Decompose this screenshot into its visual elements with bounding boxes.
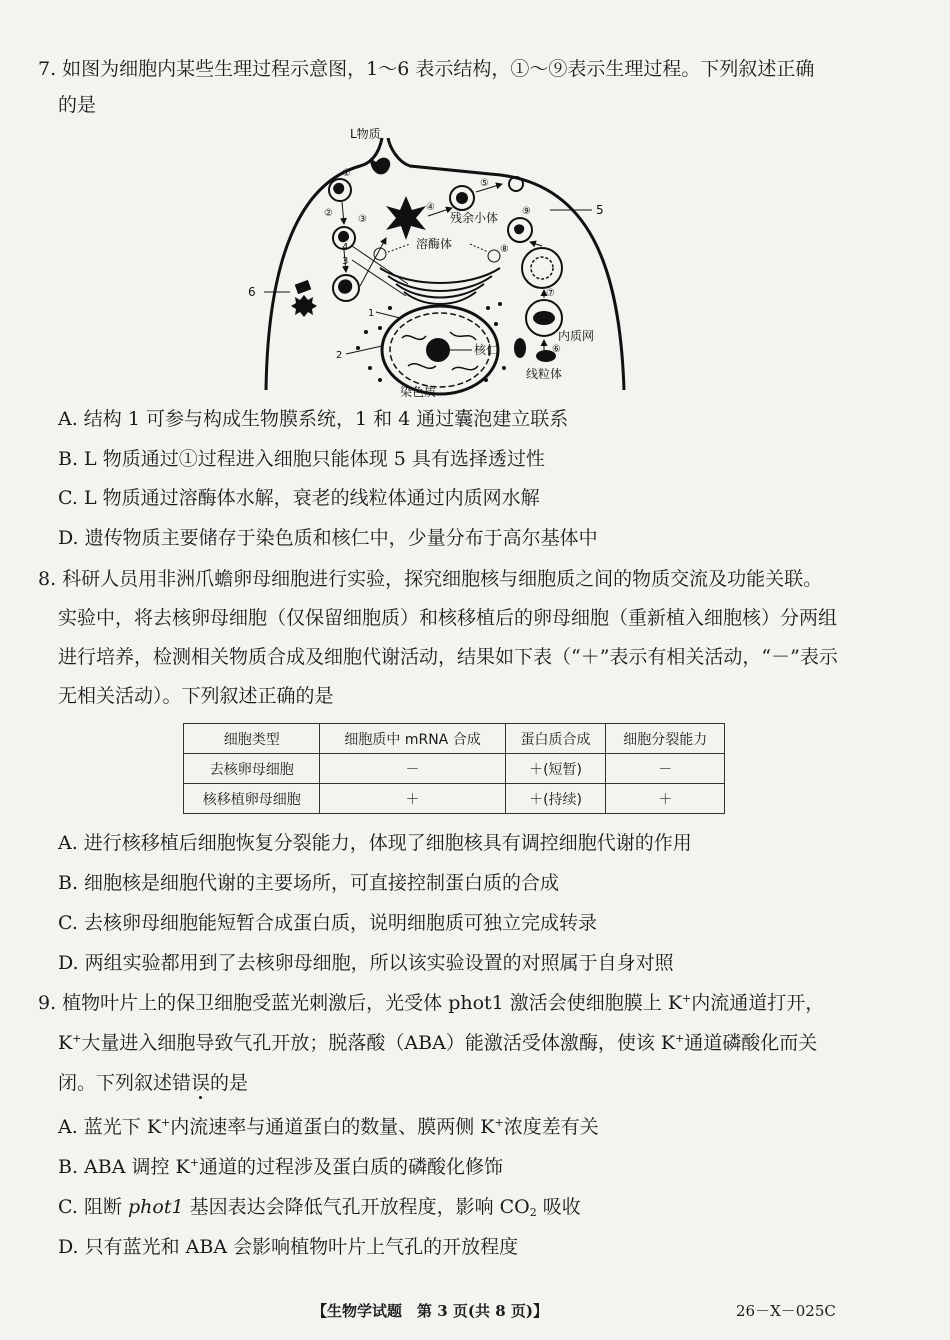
table-cell: ＋ <box>606 784 725 814</box>
table-cell: 核移植卵母细胞 <box>184 784 320 814</box>
q9-option-b[interactable]: B. ABA 调控 K+通道的过程涉及蛋白质的磷酸化修饰 <box>58 1156 503 1178</box>
q8-stem-line4: 无相关活动）。下列叙述正确的是 <box>58 685 334 707</box>
q8-option-a[interactable]: A. 进行核移植后细胞恢复分裂能力，体现了细胞核具有调控细胞代谢的作用 <box>58 832 692 854</box>
label-lysosome: 溶酶体 <box>416 237 453 251</box>
table-header-cell: 蛋白质合成 <box>505 724 606 754</box>
q9-option-d[interactable]: D. 只有蓝光和 ABA 会影响植物叶片上气孔的开放程度 <box>58 1236 519 1258</box>
label-c2: ② <box>324 208 333 219</box>
q8-option-c[interactable]: C. 去核卵母细胞能短暂合成蛋白质，说明细胞质可独立完成转录 <box>58 912 597 934</box>
q7-stem-line1: 7. 如图为细胞内某些生理过程示意图，1～6 表示结构，①～⑨表示生理过程。下列叙述正确 <box>38 58 815 80</box>
label-l-substance: L物质 <box>350 127 381 141</box>
label-6: 6 <box>248 285 256 299</box>
emphasis-mark: 误 <box>191 1072 211 1094</box>
table-row <box>184 754 725 784</box>
q9-stem-line2: K+大量进入细胞导致气孔开放；脱落酸（ABA）能激活受体激酶，使该 K+通道磷酸化而关 <box>58 1032 818 1054</box>
q8-option-b[interactable]: B. 细胞核是细胞代谢的主要场所，可直接控制蛋白质的合成 <box>58 872 560 894</box>
q7-option-d[interactable]: D. 遗传物质主要储存于染色质和核仁中，少量分布于高尔基体中 <box>58 527 598 549</box>
label-c3: ③ <box>358 214 367 225</box>
table-header-row <box>184 724 725 754</box>
q8-stem-line1: 8. 科研人员用非洲爪蟾卵母细胞进行实验，探究细胞核与细胞质之间的物质交流及功能关联。 <box>38 568 823 590</box>
q8-stem-line2: 实验中，将去核卵母细胞（仅保留细胞质）和核移植后的卵母细胞（重新植入细胞核）分两组 <box>58 607 838 629</box>
golgi-apparatus <box>380 268 500 283</box>
table-cell: ＋ <box>320 784 505 814</box>
label-c1: ① <box>342 168 351 179</box>
q9-stem-line1: 9. 植物叶片上的保卫细胞受蓝光刺激后，光受体 phot1 激活会使细胞膜上 K+内流通道打开， <box>38 992 825 1014</box>
q9-stem-line3: 闭。下列叙述错误的是 <box>58 1072 249 1094</box>
autolysosome <box>522 248 562 288</box>
q7-option-c[interactable]: C. L 物质通过溶酶体水解，衰老的线粒体通过内质网水解 <box>58 487 540 509</box>
secondary-lysosome <box>386 196 426 240</box>
label-er: 内质网 <box>558 329 595 343</box>
table-header-cell: 细胞质中 mRNA 合成 <box>320 724 505 754</box>
label-residual-body: 残余小体 <box>450 211 499 225</box>
footer-page-title: 【生物学试题 第 3 页(共 8 页)】 <box>312 1302 548 1320</box>
centriole <box>295 280 312 294</box>
q9-option-a[interactable]: A. 蓝光下 K+内流速率与通道蛋白的数量、膜两侧 K+浓度差有关 <box>58 1116 599 1138</box>
label-c9: ⑨ <box>522 206 531 217</box>
label-c8: ⑧ <box>500 244 509 255</box>
label-c4: ④ <box>426 202 435 213</box>
label-nucleolus: 核仁 <box>474 343 499 357</box>
label-5: 5 <box>596 203 604 217</box>
label-4: 4 <box>342 242 349 253</box>
label-chromatin: 染色质 <box>400 385 437 399</box>
q8-results-table <box>183 723 725 814</box>
q7-stem-line2: 的是 <box>58 94 97 116</box>
label-c5: ⑤ <box>480 178 489 189</box>
label-3: 3 <box>342 256 349 267</box>
q7-option-b[interactable]: B. L 物质通过①过程进入细胞只能体现 5 具有选择透过性 <box>58 448 545 470</box>
q7-cell-diagram <box>230 118 680 404</box>
table-cell: － <box>320 754 505 784</box>
label-mitochondrion: 线粒体 <box>526 367 563 381</box>
q8-option-d[interactable]: D. 两组实验都用到了去核卵母细胞，所以该实验设置的对照属于自身对照 <box>58 952 674 974</box>
q9-option-c[interactable]: C. 阻断 phot1 基因表达会降低气孔开放程度，影响 $CO_2$ 吸收 <box>58 1196 581 1219</box>
table-header-cell: 细胞分裂能力 <box>606 724 725 754</box>
label-c6: ⑥ <box>552 344 561 355</box>
table-row <box>184 784 725 814</box>
label-2: 2 <box>336 350 343 361</box>
label-1: 1 <box>368 308 375 319</box>
label-c7: ⑦ <box>546 288 555 299</box>
table-cell: ＋(持续) <box>505 784 606 814</box>
table-cell: 去核卵母细胞 <box>184 754 320 784</box>
table-header-cell: 细胞类型 <box>184 724 320 754</box>
q7-option-a[interactable]: A. 结构 1 可参与构成生物膜系统，1 和 4 通过囊泡建立联系 <box>58 408 569 430</box>
table-cell: － <box>606 754 725 784</box>
footer-code: 26－X－025C <box>736 1302 836 1320</box>
table-cell: ＋(短暂) <box>505 754 606 784</box>
l-substance-vesicle <box>370 158 390 175</box>
q8-stem-line3: 进行培养，检测相关物质合成及细胞代谢活动，结果如下表（“＋”表示有相关活动，“－”表示 <box>58 646 838 668</box>
